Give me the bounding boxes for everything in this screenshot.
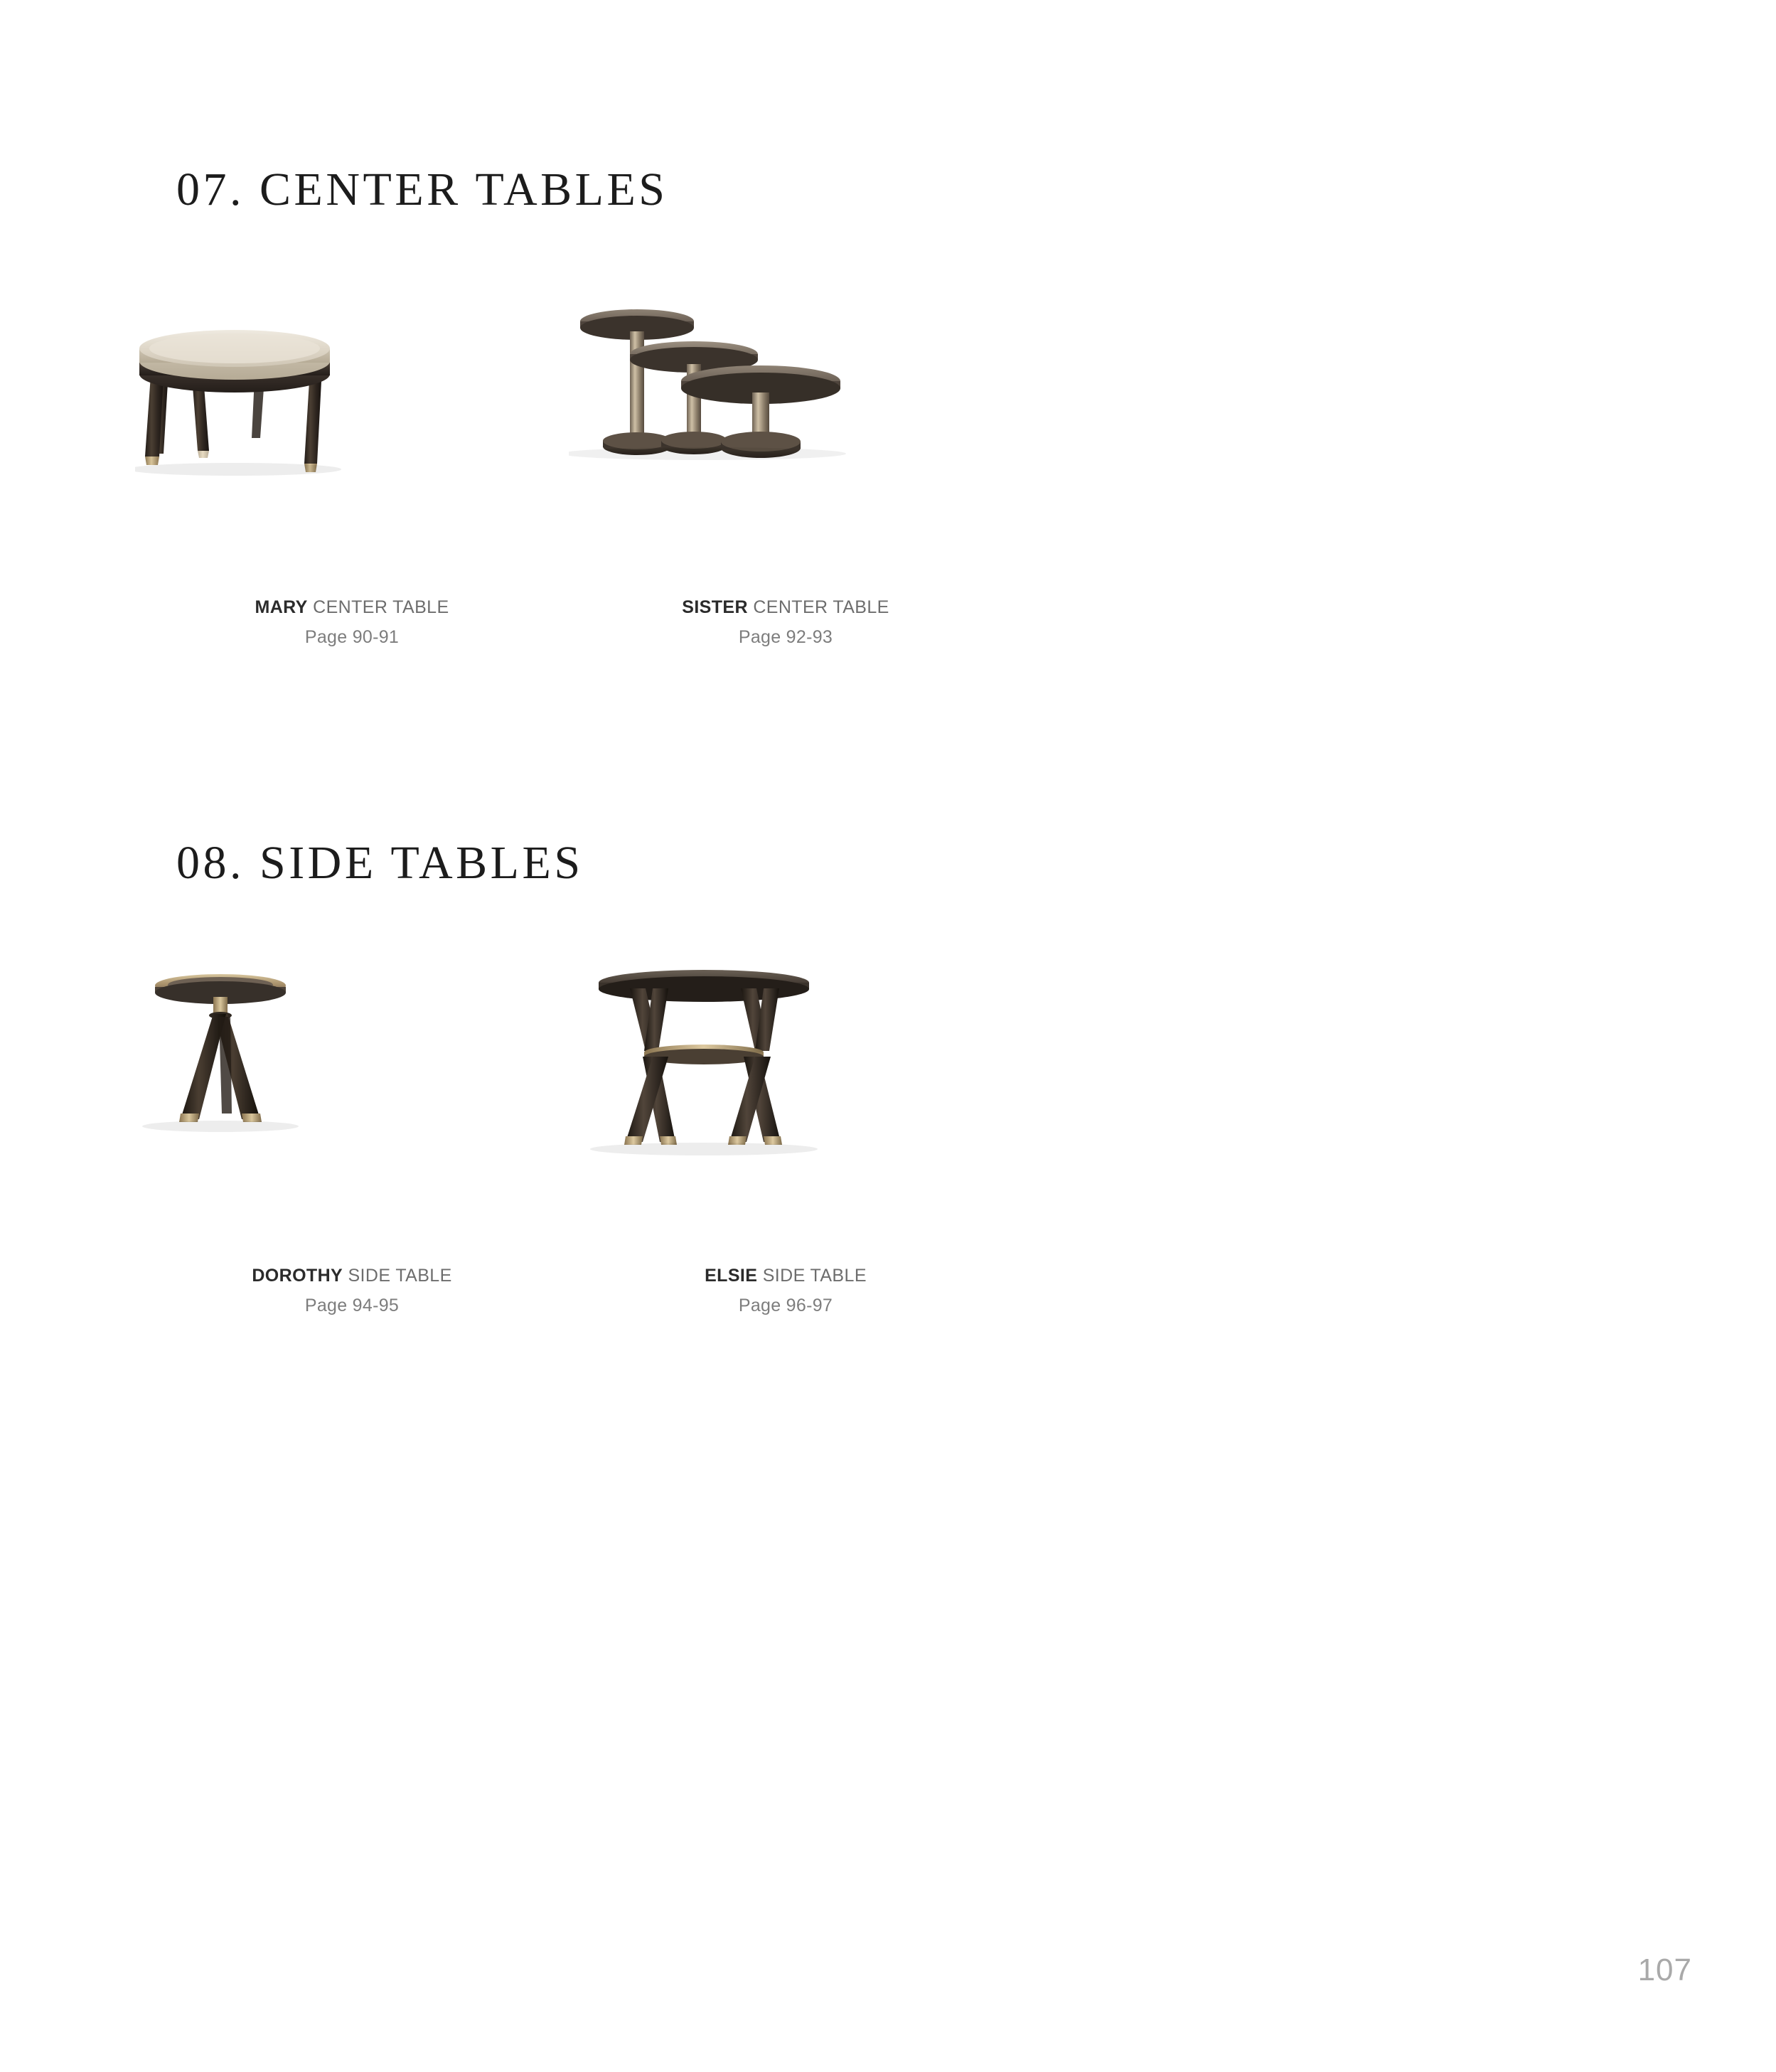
caption-title-elsie (705, 1263, 867, 1288)
product-grid-center-tables (135, 299, 1002, 651)
product-card-sister[interactable] (569, 299, 1002, 651)
product-pages-sister: Page 92-93 (738, 627, 833, 648)
sister-center-table-photo (569, 299, 1002, 583)
product-card-mary[interactable] (135, 299, 569, 651)
product-name-dorothy: DOROTHY (252, 1266, 343, 1286)
product-type-dorothy: SIDE TABLE (348, 1266, 452, 1286)
product-name-mary: MARY (255, 597, 308, 617)
product-card-elsie[interactable] (569, 967, 1002, 1319)
product-type-elsie: SIDE TABLE (762, 1266, 867, 1286)
caption-title-dorothy (252, 1263, 451, 1288)
elsie-side-table-photo (569, 967, 1002, 1251)
dorothy-side-table-photo (135, 967, 569, 1251)
product-grid-side-tables (135, 967, 1002, 1319)
product-name-sister: SISTER (682, 597, 748, 617)
product-caption-dorothy (252, 1263, 451, 1319)
mary-center-table-photo (135, 299, 569, 583)
section-heading-side-tables: 08. SIDE TABLES (176, 837, 584, 890)
product-caption-sister (682, 594, 889, 651)
product-name-elsie: ELSIE (705, 1266, 758, 1286)
page-number: 107 (1637, 1953, 1692, 1987)
product-card-dorothy[interactable] (135, 967, 569, 1319)
product-caption-elsie (705, 1263, 867, 1319)
caption-title-sister (682, 594, 889, 620)
product-pages-elsie: Page 96-97 (738, 1296, 833, 1316)
product-type-mary: CENTER TABLE (313, 597, 449, 617)
product-pages-mary: Page 90-91 (304, 627, 400, 648)
product-caption-mary (255, 594, 449, 651)
product-type-sister: CENTER TABLE (753, 597, 889, 617)
product-pages-dorothy: Page 94-95 (304, 1296, 400, 1316)
caption-title-mary (255, 594, 449, 620)
section-heading-center-tables: 07. CENTER TABLES (176, 164, 668, 216)
